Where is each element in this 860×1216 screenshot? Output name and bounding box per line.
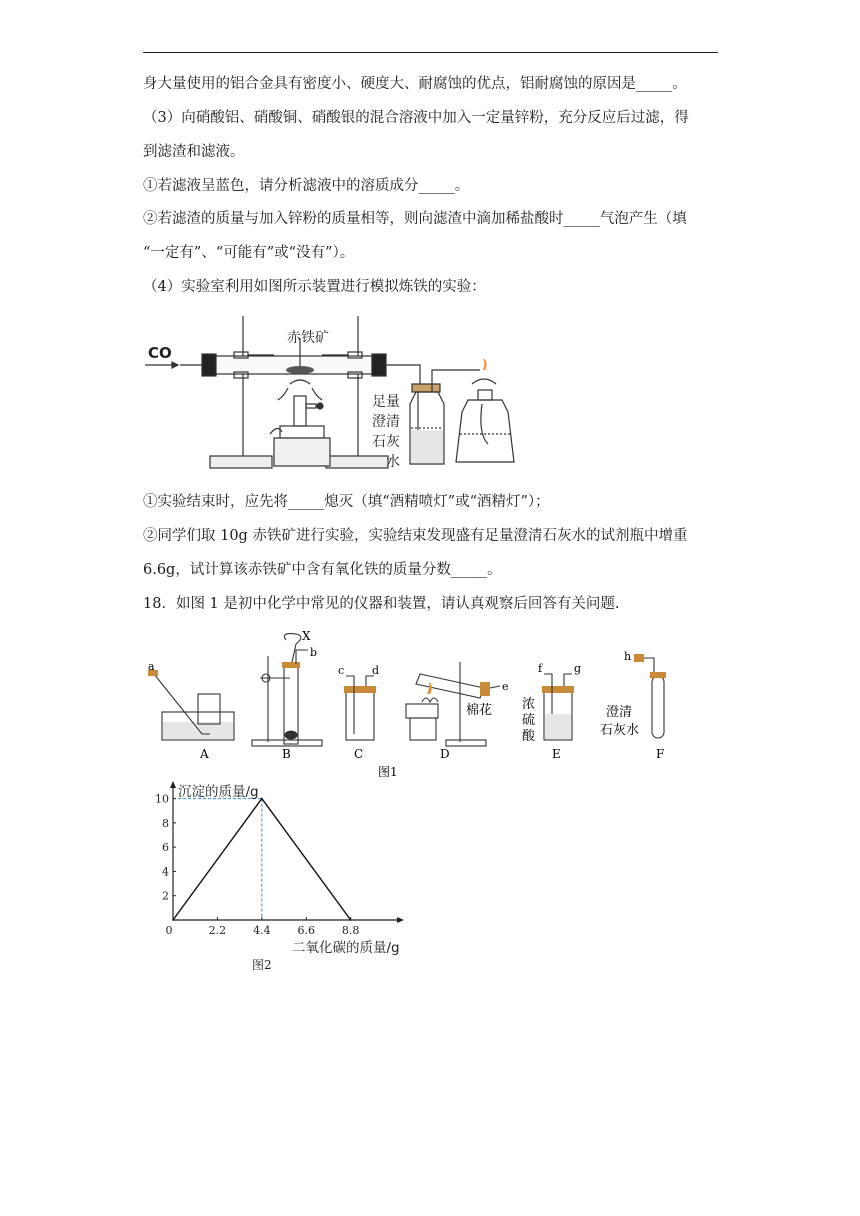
text-line-4: ①若滤液呈蓝色，请分析滤液中的溶质成分_____。 [143, 178, 470, 194]
y-tick-label-3: 8 [162, 816, 169, 830]
x-tick-label-4: 8.8 [341, 924, 360, 937]
lime-label-4: 水 [386, 454, 400, 470]
label-a: a [148, 660, 155, 673]
text-line-2: （3）向硝酸铝、硝酸铜、硝酸银的混合溶液中加入一定量锌粉，充分反应后过滤，得 [143, 110, 689, 126]
co-label: CO [148, 344, 172, 362]
y-axis-arrow [170, 781, 176, 788]
label-lime-1: 澄清 [606, 705, 633, 720]
label-lime-2: 石灰水 [600, 723, 640, 738]
text-line-11: 18．如图 1 是初中化学中常见的仪器和装置，请认真观察后回答有关问题. [143, 596, 620, 612]
apparatus-label-b: B [282, 747, 291, 761]
label-e: e [502, 680, 509, 693]
apparatus-label-f: F [656, 747, 665, 761]
label-h: h [624, 650, 632, 663]
text-line-7: （4）实验室利用如图所示装置进行模拟炼铁的实验： [143, 279, 486, 295]
figure-2-caption: 图2 [252, 958, 272, 972]
label-acid-3: 酸 [522, 729, 536, 744]
lime-label-2: 澄清 [372, 414, 400, 430]
label-cotton: 棉花 [466, 703, 493, 718]
text-line-3: 到滤渣和滤液。 [143, 144, 245, 160]
text-line-10: 6.6g，试计算该赤铁矿中含有氧化铁的质量分数_____。 [143, 562, 502, 578]
figure-1-apparatus [140, 622, 700, 780]
lime-label-1: 足量 [372, 394, 400, 410]
label-b: b [310, 646, 318, 659]
x-tick-label-1: 2.2 [208, 924, 227, 937]
label-acid-2: 硫 [522, 713, 536, 728]
y-axis-label: 沉淀的质量/g [178, 784, 259, 800]
x-tick-label-3: 6.6 [297, 924, 316, 937]
text-line-1: 身大量使用的铝合金具有密度小、硬度大、耐腐蚀的优点，铝耐腐蚀的原因是_____。 [143, 76, 687, 92]
lime-label-3: 石灰 [372, 434, 400, 450]
apparatus-label-c: C [354, 747, 364, 761]
data-point-0-1 [261, 798, 263, 800]
apparatus-label-a: A [200, 747, 209, 761]
header-rule [143, 52, 718, 53]
text-line-9: ②同学们取 10g 赤铁矿进行实验，实验结束发现盛有足量澄清石灰水的试剂瓶中增重 [143, 528, 688, 544]
ore-label: 赤铁矿 [287, 330, 329, 346]
x-axis-arrow [397, 917, 404, 923]
x-tick-label-2: 4.4 [253, 924, 271, 937]
figure-2-chart [150, 776, 430, 976]
label-d: d [372, 664, 380, 677]
figure-1-caption: 图1 [378, 765, 398, 779]
data-point-0-0 [172, 919, 174, 921]
y-tick-label-1: 4 [162, 865, 169, 879]
y-tick-label-2: 6 [162, 841, 169, 855]
text-line-5: ②若滤渣的质量与加入锌粉的质量相等，则向滤渣中滴加稀盐酸时_____气泡产生（填 [143, 211, 687, 227]
label-g: g [574, 662, 582, 675]
y-tick-label-0: 2 [162, 889, 169, 903]
apparatus-label-e: E [552, 747, 561, 761]
label-x: X [302, 629, 311, 643]
y-tick-label-4: 10 [155, 792, 169, 806]
x-axis-label: 二氧化碳的质量/g [292, 940, 400, 956]
x-tick-label-0: 0 [165, 924, 173, 937]
label-c: c [338, 664, 345, 677]
text-line-6: “一定有”、“可能有”或“没有”）。 [143, 245, 355, 261]
label-acid-1: 浓 [522, 697, 536, 712]
apparatus-label-d: D [440, 747, 450, 761]
label-f: f [538, 662, 543, 675]
text-line-8: ①实验结束时，应先将_____熄灭（填“酒精喷灯”或“酒精灯”）； [143, 494, 550, 510]
iron-smelting-apparatus-figure [140, 308, 540, 476]
